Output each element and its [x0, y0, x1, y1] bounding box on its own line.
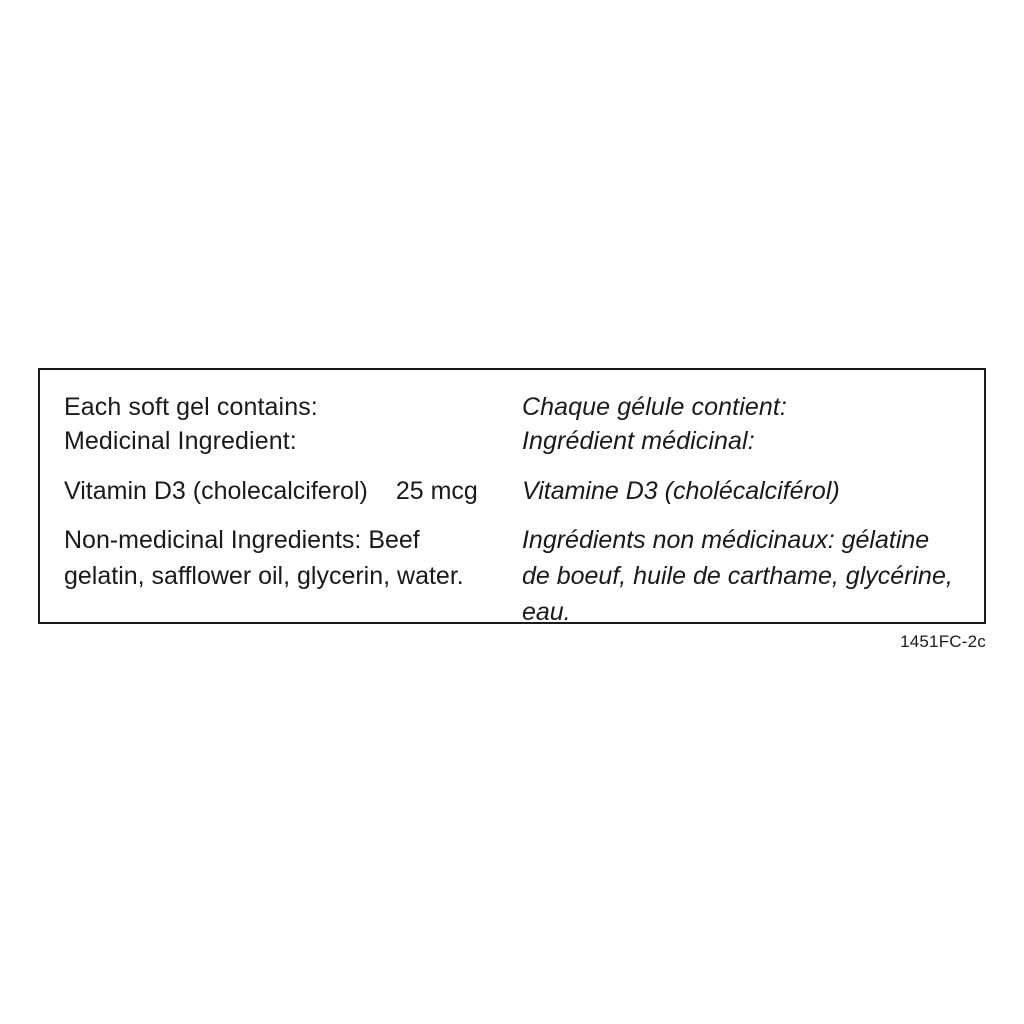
english-column — [64, 390, 522, 622]
english-heading-line-1: Each soft gel contains: — [64, 393, 318, 421]
french-heading-line-2: Ingrédient médicinal: — [521, 427, 755, 455]
french-ingredient-name: Vitamine D3 (cholécalciférol) — [521, 477, 840, 505]
english-heading-line-2: Medicinal Ingredient: — [64, 427, 297, 455]
english-ingredient-amount: 25 mcg — [395, 477, 478, 505]
ingredients-label-panel — [38, 368, 986, 624]
label-columns — [40, 370, 984, 626]
french-column — [521, 390, 960, 626]
english-ingredient-name: Vitamin D3 (cholecalciferol) — [64, 477, 368, 505]
french-heading-line-1: Chaque gélule contient: — [521, 393, 787, 421]
english-medicinal-ingredient-row — [64, 474, 514, 508]
french-non-medicinal-ingredients: Ingrédients non médicinaux: gélatine de boeuf, huile de carthame, glycérine, eau. — [521, 526, 953, 626]
label-code: 1451FC-2c — [900, 632, 986, 651]
french-medicinal-ingredient-row — [522, 474, 960, 508]
english-non-medicinal-ingredients: Non-medicinal Ingredients: Beef gelatin, safflower oil, glycerin, water. — [64, 526, 464, 590]
